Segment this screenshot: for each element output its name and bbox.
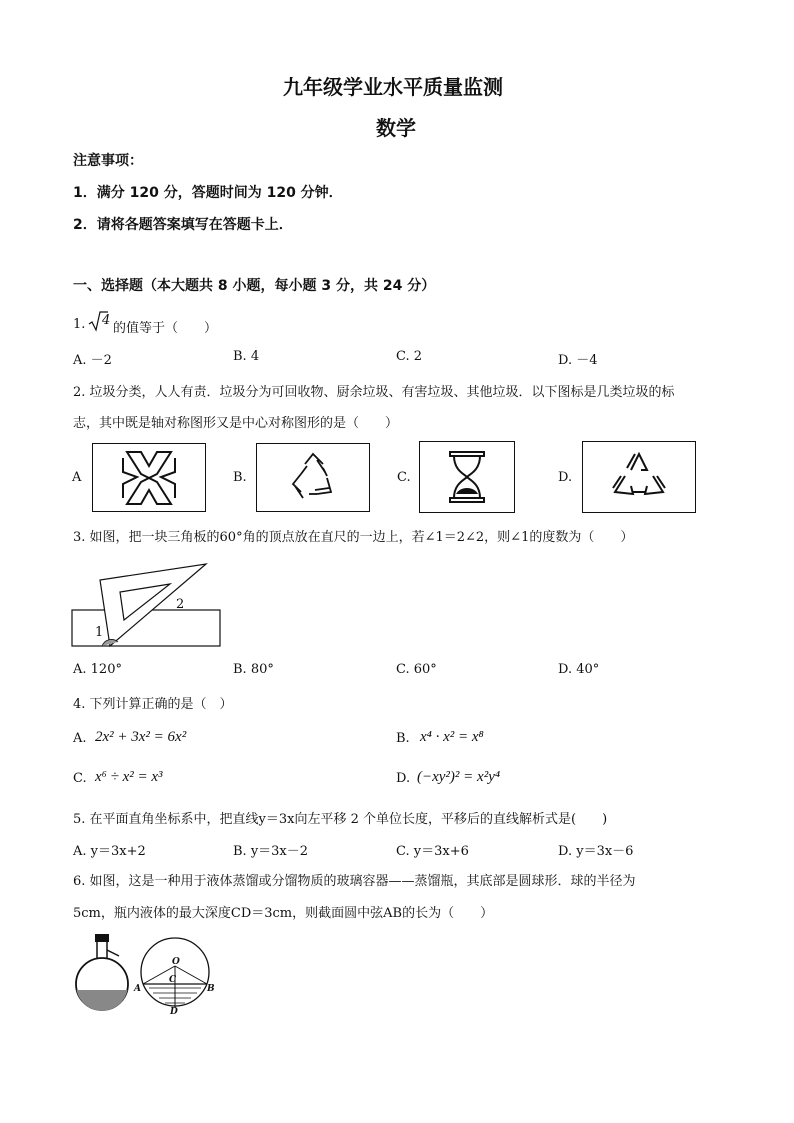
other-waste-icon bbox=[583, 442, 695, 512]
question-3-option-b: B. 80° bbox=[233, 662, 274, 677]
circle-cross-section-figure bbox=[133, 932, 223, 1017]
question-1-option-a: A. －2 bbox=[73, 353, 112, 368]
subject-title: 数学 bbox=[376, 116, 416, 140]
question-1-option-b: B. 4 bbox=[233, 349, 260, 364]
question-2-label-a: A bbox=[72, 470, 82, 485]
note-item-2: 2．请将各题答案填写在答题卡上． bbox=[73, 217, 293, 233]
question-6-line-1: 6. 如图，这是一种用于液体蒸馏或分馏物质的玻璃容器——蒸馏瓶，其底部是圆球形．球的半径为 bbox=[73, 874, 636, 889]
question-3-option-d: D. 40° bbox=[558, 662, 600, 677]
section-heading: 一、选择题（本大题共 8 小题，每小题 3 分，共 24 分） bbox=[73, 278, 436, 294]
question-2-label-c: C. bbox=[397, 470, 411, 485]
angle-label-2: 2 bbox=[176, 597, 185, 612]
question-4-option-c-expr: x⁶ ÷ x² = x³ bbox=[95, 769, 163, 785]
question-2-label-d: D. bbox=[558, 470, 573, 485]
question-4-option-b-label: B. bbox=[396, 731, 410, 746]
question-2-label-b: B. bbox=[233, 470, 247, 485]
question-1-number: 1. bbox=[73, 317, 86, 332]
question-1-radicand: 4 bbox=[102, 313, 111, 328]
figure-label-d: D bbox=[170, 1007, 178, 1017]
icon-box-d bbox=[582, 441, 696, 513]
question-4-option-d-expr: (−xy²)² = x²y⁴ bbox=[417, 769, 501, 785]
question-2-line-2: 志，其中既是轴对称图形又是中心对称图形的是（ ） bbox=[73, 416, 399, 431]
question-2-line-1: 2. 垃圾分类，人人有责．垃圾分为可回收物、厨余垃圾、有害垃圾、其他垃圾．以下图标是几类垃圾的标 bbox=[73, 385, 675, 400]
notes-heading: 注意事项： bbox=[73, 153, 143, 169]
question-3-text: 3. 如图，把一块三角板的60°角的顶点放在直尺的一边上，若∠1＝2∠2，则∠1的度数为（ ） bbox=[73, 530, 634, 545]
question-1-option-d: D. －4 bbox=[558, 353, 598, 368]
figure-label-a: A bbox=[134, 984, 141, 994]
figure-label-o: O bbox=[172, 957, 180, 967]
question-3-option-c: C. 60° bbox=[396, 662, 437, 677]
question-5-text: 5. 在平面直角坐标系中，把直线y＝3x向左平移 2 个单位长度，平移后的直线解析式是( ) bbox=[73, 812, 608, 827]
question-3-option-a: A. 120° bbox=[73, 662, 122, 677]
note-item-1: 1．满分 120 分，答题时间为 120 分钟． bbox=[73, 185, 343, 201]
question-5-option-d: D. y＝3x－6 bbox=[558, 844, 634, 859]
figure-label-c: C bbox=[169, 975, 177, 985]
question-1-option-c: C. 2 bbox=[396, 349, 423, 364]
hourglass-icon bbox=[420, 442, 514, 512]
question-6-line-2: 5cm，瓶内液体的最大深度CD＝3cm，则截面圆中弦AB的长为（ ） bbox=[73, 906, 494, 921]
page-title: 九年级学业水平质量监测 bbox=[283, 75, 503, 99]
angle-label-1: 1 bbox=[95, 625, 104, 640]
question-4-option-c-label: C. bbox=[73, 771, 87, 786]
icon-box-b bbox=[256, 443, 370, 512]
hazardous-waste-icon bbox=[93, 444, 205, 511]
icon-box-c bbox=[419, 441, 515, 513]
question-4-text: 4. 下列计算正确的是（ ） bbox=[73, 697, 233, 712]
question-1-text: 的值等于（ ） bbox=[113, 321, 218, 336]
icon-box-a bbox=[92, 443, 206, 512]
question-5-option-c: C. y＝3x+6 bbox=[396, 844, 469, 859]
distillation-flask-figure bbox=[73, 932, 133, 1017]
question-4-option-a-expr: 2x² + 3x² = 6x² bbox=[95, 729, 187, 745]
question-5-option-a: A. y＝3x+2 bbox=[73, 844, 146, 859]
figure-label-b: B bbox=[207, 984, 215, 994]
question-4-option-a-label: A. bbox=[73, 731, 87, 746]
question-5-option-b: B. y＝3x－2 bbox=[233, 844, 309, 859]
recyclable-icon bbox=[257, 444, 369, 511]
question-4-option-d-label: D. bbox=[396, 771, 411, 786]
question-4-option-b-expr: x⁴ · x² = x⁸ bbox=[420, 729, 484, 745]
